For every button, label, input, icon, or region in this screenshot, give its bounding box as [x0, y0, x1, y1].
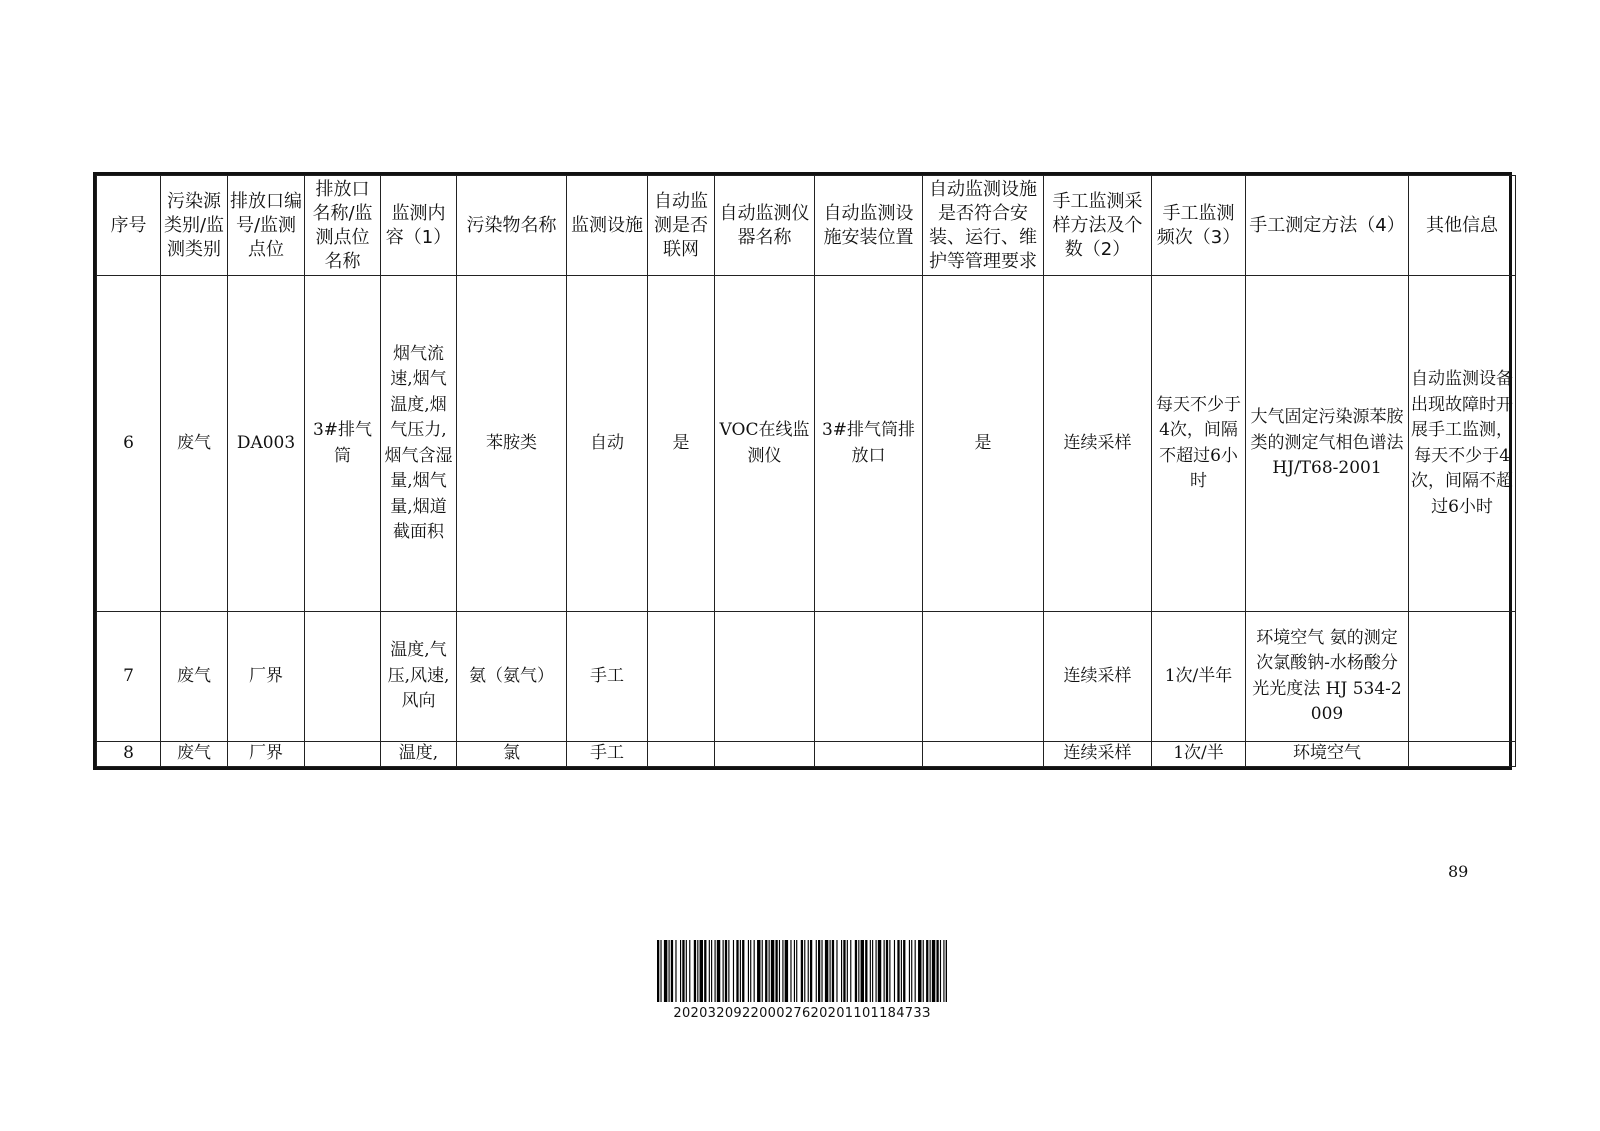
barcode-bar — [901, 940, 902, 1002]
barcode-bar — [943, 940, 944, 1002]
barcode-bar — [909, 940, 910, 1002]
table-cell: 1次/半 — [1152, 742, 1246, 767]
table-cell: 自动 — [567, 276, 648, 612]
table-cell: 手工 — [567, 612, 648, 742]
table-cell — [1409, 742, 1516, 767]
header-cell-manual-method: 手工测定方法（4） — [1246, 176, 1409, 276]
barcode-bar — [858, 940, 859, 1002]
header-cell-pollutant-name: 污染物名称 — [457, 176, 567, 276]
table-cell — [715, 612, 815, 742]
table-cell — [648, 612, 715, 742]
header-cell-auto-compliance: 自动监测设施是否符合安装、运行、维护等管理要求 — [923, 176, 1044, 276]
barcode-bar — [748, 940, 749, 1002]
barcode-bar — [694, 940, 696, 1002]
barcode-bar — [843, 940, 845, 1002]
header-cell-source-category: 污染源类别/监测类别 — [161, 176, 228, 276]
table-cell: DA003 — [228, 276, 305, 612]
barcode-bar — [664, 940, 667, 1002]
table-cell: 自动监测设备出现故障时开展手工监测，每天不少于4次，间隔不超过6小时 — [1409, 276, 1516, 612]
barcode-bar — [771, 940, 774, 1002]
barcode-bar — [682, 940, 684, 1002]
barcode-bar — [728, 940, 729, 1002]
barcode-image — [657, 940, 947, 1002]
barcode-bar — [680, 940, 681, 1002]
table-cell — [305, 612, 381, 742]
barcode-bar — [660, 940, 661, 1002]
barcode-bar — [804, 940, 805, 1002]
header-cell-monitoring-facility: 监测设施 — [567, 176, 648, 276]
table-cell: 废气 — [161, 742, 228, 767]
barcode-bar — [847, 940, 848, 1002]
table-cell: 是 — [648, 276, 715, 612]
table-cell: VOC在线监测仪 — [715, 276, 815, 612]
barcode-bar — [754, 940, 755, 1002]
table-cell: 3#排气筒 — [305, 276, 381, 612]
barcode-bar — [717, 940, 720, 1002]
barcode-bar — [796, 940, 797, 1002]
table-cell — [715, 742, 815, 767]
barcode-bar — [704, 940, 706, 1002]
table-cell: 大气固定污染源苯胺类的测定气相色谱法 HJ/T68-2001 — [1246, 276, 1409, 612]
barcode-bar — [830, 940, 831, 1002]
barcode-bar — [930, 940, 931, 1002]
header-cell-manual-sampling: 手工监测采样方法及个数（2） — [1044, 176, 1152, 276]
table-cell: 连续采样 — [1044, 276, 1152, 612]
barcode-bar — [897, 940, 899, 1002]
barcode-bar — [894, 940, 895, 1002]
table-cell: 6 — [97, 276, 161, 612]
barcode-bar — [855, 940, 857, 1002]
table-cell: 1次/半年 — [1152, 612, 1246, 742]
barcode-number: 20203209220002762020110118473З — [673, 1006, 931, 1021]
barcode-bar — [736, 940, 738, 1002]
table-cell: 厂界 — [228, 612, 305, 742]
barcode-bar — [936, 940, 938, 1002]
table-cell — [923, 612, 1044, 742]
barcode-bar — [918, 940, 921, 1002]
barcode-bar — [782, 940, 783, 1002]
table-row — [97, 742, 1516, 767]
table-cell: 废气 — [161, 276, 228, 612]
barcode-bar — [889, 940, 890, 1002]
table-cell — [923, 742, 1044, 767]
barcode-bar — [742, 940, 744, 1002]
barcode-bar — [733, 940, 734, 1002]
barcode-bar — [870, 940, 871, 1002]
barcode-bar — [762, 940, 763, 1002]
barcode-bar — [697, 940, 698, 1002]
barcode-bar — [923, 940, 924, 1002]
barcode-bar — [689, 940, 690, 1002]
barcode-bar — [865, 940, 867, 1002]
table-cell: 环境空气 — [1246, 742, 1409, 767]
barcode-bar — [861, 940, 864, 1002]
header-cell-monitoring-content: 监测内容（1） — [381, 176, 457, 276]
barcode-bar — [911, 940, 912, 1002]
table-cell: 温度,气压,风速,风向 — [381, 612, 457, 742]
table-cell: 8 — [97, 742, 161, 767]
barcode-bar — [785, 940, 788, 1002]
barcode-bar — [940, 940, 941, 1002]
table-cell: 废气 — [161, 612, 228, 742]
table-row — [97, 612, 1516, 742]
table-cell: 手工 — [567, 742, 648, 767]
barcode-bar — [808, 940, 809, 1002]
barcode-bar — [725, 940, 727, 1002]
barcode-bar — [801, 940, 803, 1002]
table-cell: 7 — [97, 612, 161, 742]
header-cell-outlet-code: 排放口编号/监测点位 — [228, 176, 305, 276]
barcode-bar — [818, 940, 820, 1002]
barcode-bar — [878, 940, 881, 1002]
table-cell: 厂界 — [228, 742, 305, 767]
barcode-bar — [794, 940, 795, 1002]
barcode-bar — [750, 940, 751, 1002]
barcode-bar — [765, 940, 767, 1002]
barcode-bar — [915, 940, 916, 1002]
barcode-bar — [872, 940, 873, 1002]
table-cell: 3#排气筒排放口 — [815, 276, 923, 612]
barcode-bar — [700, 940, 703, 1002]
barcode-bar — [671, 940, 673, 1002]
monitoring-table — [96, 175, 1516, 767]
barcode-bar — [832, 940, 834, 1002]
table-cell: 连续采样 — [1044, 742, 1152, 767]
barcode-bar — [816, 940, 817, 1002]
header-cell-index: 序号 — [97, 176, 161, 276]
header-cell-auto-install-location: 自动监测设施安装位置 — [815, 176, 923, 276]
barcode-bar — [926, 940, 928, 1002]
barcode-bar — [903, 940, 905, 1002]
barcode-bar — [876, 940, 877, 1002]
page-number: 89 — [1448, 862, 1469, 881]
header-cell-other-info: 其他信息 — [1409, 176, 1516, 276]
barcode-bar — [709, 940, 710, 1002]
barcode-bar — [757, 940, 760, 1002]
table-cell — [648, 742, 715, 767]
barcode-bar — [932, 940, 935, 1002]
barcode-bar — [779, 940, 780, 1002]
barcode-bar — [675, 940, 676, 1002]
table-cell: 氯 — [457, 742, 567, 767]
barcode-bar — [723, 940, 724, 1002]
barcode-bar — [740, 940, 741, 1002]
barcode-bar — [790, 940, 791, 1002]
barcode-bar — [841, 940, 842, 1002]
barcode-bar — [657, 940, 659, 1002]
barcode-bar — [769, 940, 770, 1002]
header-cell-auto-networked: 自动监测是否联网 — [648, 176, 715, 276]
barcode-bar — [884, 940, 885, 1002]
barcode-bar — [886, 940, 888, 1002]
table-cell: 温度, — [381, 742, 457, 767]
barcode-bar — [715, 940, 716, 1002]
header-row — [97, 176, 1516, 276]
table-cell — [1409, 612, 1516, 742]
barcode-bar — [946, 940, 947, 1002]
barcode-bar — [850, 940, 851, 1002]
table-cell — [815, 742, 923, 767]
table-cell — [815, 612, 923, 742]
barcode-bar — [825, 940, 828, 1002]
table-cell: 氨（氨气） — [457, 612, 567, 742]
barcode-bar — [821, 940, 822, 1002]
barcode-bar — [810, 940, 812, 1002]
table-cell — [305, 742, 381, 767]
header-cell-manual-frequency: 手工监测频次（3） — [1152, 176, 1246, 276]
barcode-bar — [669, 940, 670, 1002]
table-cell: 苯胺类 — [457, 276, 567, 612]
barcode-bar — [775, 940, 777, 1002]
header-cell-outlet-name: 排放口名称/监测点位名称 — [305, 176, 381, 276]
table-cell: 烟气流速,烟气温度,烟气压力,烟气含湿量,烟气量,烟道截面积 — [381, 276, 457, 612]
table-cell: 每天不少于4次，间隔不超过6小时 — [1152, 276, 1246, 612]
monitoring-table-frame — [93, 172, 1512, 770]
table-cell: 是 — [923, 276, 1044, 612]
table-cell: 环境空气 氨的测定 次氯酸钠-水杨酸分光光度法 HJ 534-2009 — [1246, 612, 1409, 742]
header-cell-auto-instrument: 自动监测仪器名称 — [715, 176, 815, 276]
barcode-bar — [836, 940, 837, 1002]
table-row — [97, 276, 1516, 612]
table-cell: 连续采样 — [1044, 612, 1152, 742]
barcode-bar — [711, 940, 712, 1002]
barcode-bar — [686, 940, 687, 1002]
